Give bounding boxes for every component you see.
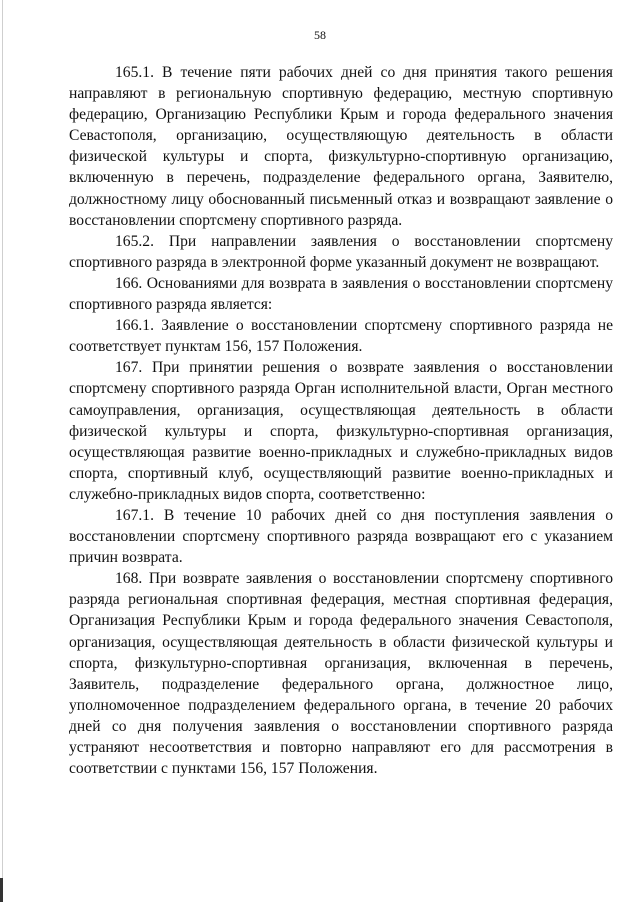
scan-corner-mark [0, 878, 3, 902]
paragraph-165-1: 165.1. В течение пяти рабочих дней со дня принятия такого решения направляют в региональную спортивную федерацию, местную спортивную федерацию, Организацию Республики Крым и города федерального значения Севастополя, организацию, осуществляющую деятельность в области физической культуры и спорта, физкультурно-спортивную организацию, включенную в перечень, подразделение федерального органа, Заявителю, должностному лицу обоснованный письменный отказ и возвращают заявление о восстановлении спортсмену спортивного разряда. [69, 64, 613, 229]
page-number: 58 [314, 28, 326, 42]
paragraph-166: 166. Основаниями для возврата в заявления о восстановлении спортсмену спортивного разряда является: [69, 274, 613, 314]
document-body [69, 62, 613, 779]
scan-edge-line [2, 0, 3, 902]
paragraph-167: 167. При принятии решения о возврате заявления о восстановлении спортсмену спортивного разряда Орган исполнительной власти, Орган местного самоуправления, организация, осуществляющая деятельность в области физической культуры и спорта, физкультурно-спортивная организация, осуществляющая развитие военно-прикладных и служебно-прикладных видов спорта, спортивный клуб, осуществляющий развитие военно-прикладных и служебно-прикладных видов спорта, соответственно: [69, 359, 613, 503]
paragraph-167-1: 167.1. В течение 10 рабочих дней со дня поступления заявления о восстановлении спортсмену спортивного разряда возвращают его с указанием причин возврата. [69, 506, 613, 567]
paragraph-166-1: 166.1. Заявление о восстановлении спортсмену спортивного разряда не соответствует пунктам 156, 157 Положения. [69, 317, 613, 356]
paragraph-168: 168. При возврате заявления о восстановлении спортсмену спортивного разряда региональная спортивная федерация, местная спортивная федерация, Организация Республики Крым и города федерального значения Севастополя, организация, осуществляющая деятельность в области физической культуры и спорта, физкультурно-спортивная организация, включенная в перечень, Заявитель, подразделение федерального органа, должностное лицо, уполномоченное подразделением федерального органа, в течение 20 рабочих дней со дня получения заявления о восстановлении спортивного разряда устраняют несоответствия и повторно направляют его для рассмотрения в соответствии с пунктами 156, 157 Положения. [69, 570, 613, 778]
paragraph-165-2: 165.2. При направлении заявления о восстановлении спортсмену спортивного разряда в электронной форме указанный документ не возвращают. [69, 232, 613, 271]
